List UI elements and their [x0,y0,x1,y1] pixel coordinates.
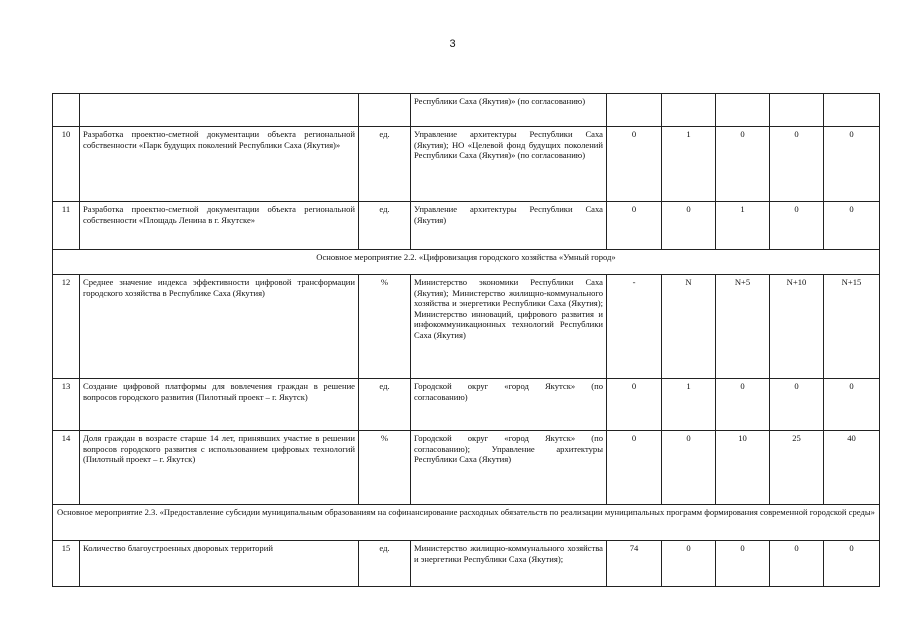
value-cell [662,94,716,127]
value-cell: 0 [824,202,880,250]
value-cell: 0 [662,541,716,587]
row-number: 13 [53,379,80,431]
table-row [53,541,880,587]
value-cell: - [607,275,662,379]
indicator-name: Доля граждан в возрасте старше 14 лет, принявших участие в решении вопросов городского развития с использованием цифровых технологий (Пилотный проект – г. Якутск) [80,431,359,505]
indicator-name: Создание цифровой платформы для вовлечения граждан в решение вопросов городского развития (Пилотный проект – г. Якутск) [80,379,359,431]
responsible-cell: Городской округ «город Якутск» (по согласованию); Управление архитектуры Республики Саха (Якутия) [411,431,607,505]
table-row [53,275,880,379]
value-cell: 1 [662,379,716,431]
value-cell [824,94,880,127]
value-cell: 0 [607,431,662,505]
row-number: 12 [53,275,80,379]
table-row [53,202,880,250]
unit-cell: ед. [359,541,411,587]
responsible-cell: Республики Саха (Якутия)» (по согласованию) [411,94,607,127]
value-cell: 0 [662,431,716,505]
value-cell: 0 [824,541,880,587]
indicator-name: Разработка проектно-сметной документации объекта региональной собственности «Площадь Ленина в г. Якутске» [80,202,359,250]
indicators-table [52,93,880,587]
value-cell: 1 [662,127,716,202]
row-number: 10 [53,127,80,202]
value-cell: 0 [770,127,824,202]
value-cell: 0 [824,127,880,202]
table-row [53,94,880,127]
indicator-name: Среднее значение индекса эффективности цифровой трансформации городского хозяйства в Республике Саха (Якутия) [80,275,359,379]
value-cell: 0 [716,127,770,202]
row-number: 11 [53,202,80,250]
value-cell: 0 [716,379,770,431]
unit-cell: % [359,431,411,505]
section-header-row [53,505,880,541]
value-cell: 0 [770,379,824,431]
unit-cell: ед. [359,379,411,431]
unit-cell: % [359,275,411,379]
unit-cell: ед. [359,127,411,202]
value-cell: N+10 [770,275,824,379]
row-number: 15 [53,541,80,587]
value-cell: N+15 [824,275,880,379]
value-cell: N [662,275,716,379]
value-cell: 0 [662,202,716,250]
row-number [53,94,80,127]
value-cell: 10 [716,431,770,505]
value-cell [716,94,770,127]
table-row [53,127,880,202]
indicator-name: Количество благоустроенных дворовых территорий [80,541,359,587]
table-row [53,431,880,505]
section-title: Основное мероприятие 2.2. «Цифровизация городского хозяйства «Умный город» [53,250,880,275]
value-cell: 0 [770,541,824,587]
section-title: Основное мероприятие 2.3. «Предоставление субсидии муниципальным образованиям на софинансирование расходных обязательств по реализации муниципальных программ формирования современной городской среды» [53,505,880,541]
value-cell: 1 [716,202,770,250]
section-header-row [53,250,880,275]
value-cell: 0 [770,202,824,250]
row-number: 14 [53,431,80,505]
value-cell: 25 [770,431,824,505]
indicator-name: Разработка проектно-сметной документации объекта региональной собственности «Парк будущих поколений Республики Саха (Якутия)» [80,127,359,202]
value-cell: 40 [824,431,880,505]
responsible-cell: Министерство экономики Республики Саха (Якутия); Министерство жилищно-коммунального хозяйства и энергетики Республики Саха (Якутия); Министерство инноваций, цифрового развития и инфокоммуникационных технологий Республики Саха (Якутия) [411,275,607,379]
unit-cell [359,94,411,127]
value-cell: 0 [716,541,770,587]
responsible-cell: Городской округ «город Якутск» (по согласованию) [411,379,607,431]
value-cell [770,94,824,127]
value-cell: 0 [607,127,662,202]
unit-cell: ед. [359,202,411,250]
indicator-name [80,94,359,127]
page-number: 3 [449,38,456,50]
responsible-cell: Управление архитектуры Республики Саха (Якутия) [411,202,607,250]
value-cell: 74 [607,541,662,587]
value-cell: 0 [607,379,662,431]
value-cell: N+5 [716,275,770,379]
table-row [53,379,880,431]
responsible-cell: Управление архитектуры Республики Саха (Якутия); НО «Целевой фонд будущих поколений Республики Саха (Якутия)» (по согласованию) [411,127,607,202]
responsible-cell: Министерство жилищно-коммунального хозяйства и энергетики Республики Саха (Якутия); [411,541,607,587]
value-cell: 0 [607,202,662,250]
value-cell: 0 [824,379,880,431]
value-cell [607,94,662,127]
